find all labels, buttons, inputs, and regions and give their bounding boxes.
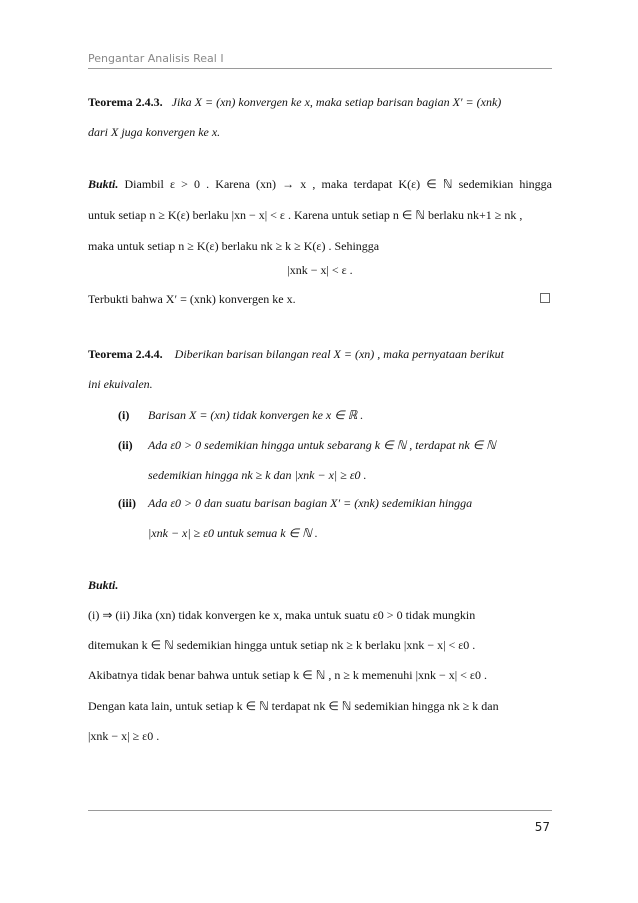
running-title: Pengantar Analisis Real I	[88, 52, 224, 65]
theorem-244-line-2: ini ekuivalen.	[88, 377, 153, 391]
proof-244-line-3: Akibatnya tidak benar bahwa untuk setiap k ∈ ℕ , n ≥ k memenuhi |xnk − x| < ε0 .	[88, 668, 487, 682]
proof-243-label: Bukti.	[88, 177, 119, 191]
proof-244-label: Bukti.	[88, 578, 119, 592]
proof-243-line-3: maka untuk setiap n ≥ K(ε) berlaku nk ≥ k ≥ K(ε) . Sehingga	[88, 239, 380, 253]
item-i-text: Barisan X = (xn) tidak konvergen ke x ∈ ℝ .	[148, 408, 364, 422]
theorem-244-label: Teorema 2.4.4.	[88, 347, 163, 361]
theorem-243-line-2: dari X juga konvergen ke x.	[88, 125, 221, 139]
item-iii-label: (iii)	[118, 496, 136, 510]
item-ii-text-1: Ada ε0 > 0 sedemikian hingga untuk sebarang k ∈ ℕ , terdapat nk ∈ ℕ	[148, 438, 496, 452]
proof-243-line-2: untuk setiap n ≥ K(ε) berlaku |xn − x| < ε . Karena untuk setiap n ∈ ℕ berlaku nk+1 ≥ nk ,	[88, 208, 523, 222]
proof-244-line-2: ditemukan k ∈ ℕ sedemikian hingga untuk setiap nk ≥ k berlaku |xnk − x| < ε0 .	[88, 638, 476, 652]
proof-244-line-1: (i) ⇒ (ii) Jika (xn) tidak konvergen ke x, maka untuk suatu ε0 > 0 tidak mungkin	[88, 608, 476, 622]
footer-rule	[88, 810, 552, 811]
item-ii-text-2: sedemikian hingga nk ≥ k dan |xnk − x| ≥ ε0 .	[148, 468, 367, 482]
proof-243-line-1	[88, 177, 552, 191]
page-number: 57	[534, 820, 550, 834]
header-rule	[88, 68, 552, 69]
proof-244-line-4: Dengan kata lain, untuk setiap k ∈ ℕ terdapat nk ∈ ℕ sedemikian hingga nk ≥ k dan	[88, 699, 499, 713]
theorem-243-line-1	[88, 95, 552, 109]
theorem-243-label: Teorema 2.4.3.	[88, 95, 163, 109]
qed-box-icon	[540, 293, 550, 303]
proof-243-display-equation: |xnk − x| < ε .	[287, 263, 353, 277]
item-i-label: (i)	[118, 408, 130, 422]
proof-243-text-1: Diambil ε > 0 . Karena (xn) → x , maka terdapat K(ε) ∈ ℕ sedemikian hingga	[124, 177, 553, 191]
theorem-244-line-1	[88, 347, 552, 361]
item-iii-text-1: Ada ε0 > 0 dan suatu barisan bagian X′ = (xnk) sedemikian hingga	[148, 496, 473, 510]
theorem-244-statement: Diberikan barisan bilangan real X = (xn) , maka pernyataan berikut	[174, 347, 504, 361]
proof-243-conclusion: Terbukti bahwa X′ = (xnk) konvergen ke x.	[88, 292, 296, 306]
item-iii-text-2: |xnk − x| ≥ ε0 untuk semua k ∈ ℕ .	[148, 526, 318, 540]
theorem-243-statement: Jika X = (xn) konvergen ke x, maka setiap barisan bagian X′ = (xnk)	[171, 95, 502, 109]
item-ii-label: (ii)	[118, 438, 133, 452]
proof-244-line-5: |xnk − x| ≥ ε0 .	[88, 729, 160, 743]
